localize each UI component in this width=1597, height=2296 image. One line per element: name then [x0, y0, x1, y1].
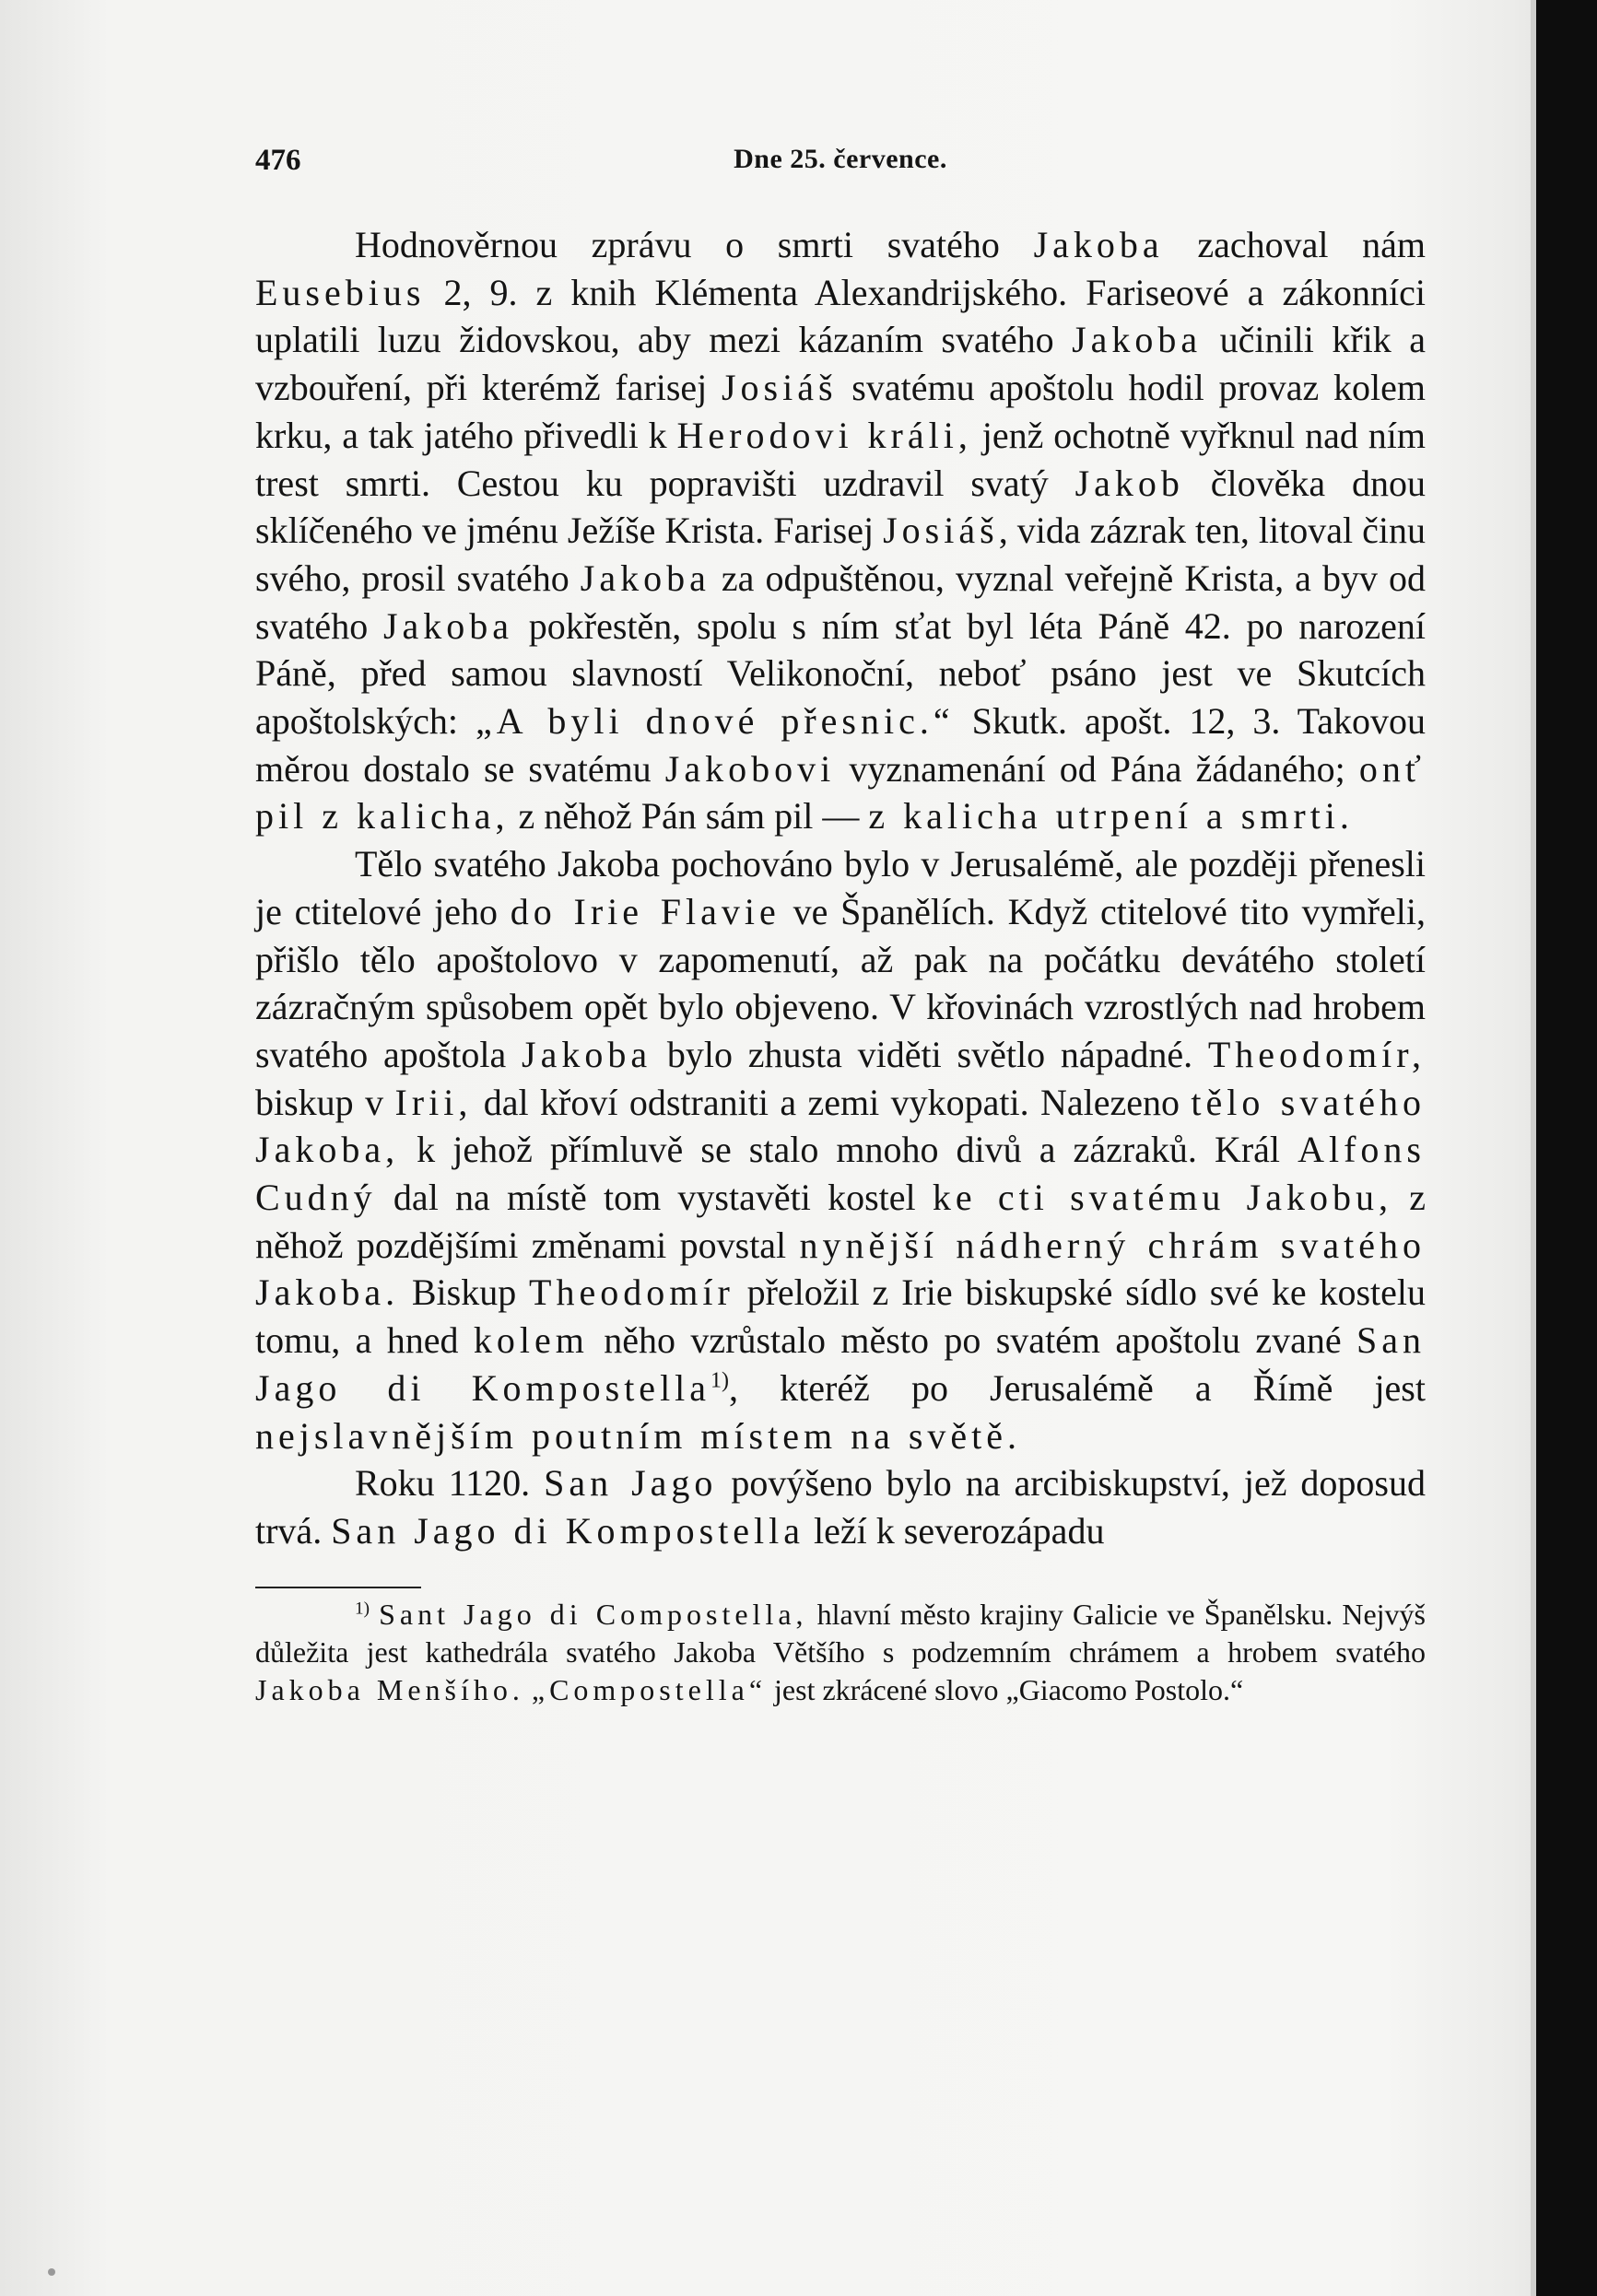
page-header: [255, 127, 1426, 182]
paragraph-1: Hodnověrnou zprávu o smrti svatého Jakoba zachoval nám Eusebius 2, 9. z knih Klémenta Alexandrijského. Fariseové a zákonníci uplatili luzu židovskou, aby mezi kázaním svatého Jakoba učinili křik a vzbouření, při kterémž farisej Josiáš svatému apoštolu hodil provaz kolem krku, a tak jatého přivedli k Herodovi králi, jenž ochotně vyřknul nad ním trest smrti. Cestou ku popravišti uzdravil svatý Jakob člověka dnou sklíčeného ve jménu Ježíše Krista. Farisej Josiáš, vida zázrak ten, litoval činu svého, prosil svatého Jakoba za odpuštěnou, vyznal veřejně Krista, a byv od svatého Jakoba pokřestěn, spolu s ním sťat byl léta Páně 42. po narození Páně, před samou slavností Velikonoční, neboť psáno jest ve Skutcích apoštolských: „A byli dnové přesnic.“ Skutk. apošt. 12, 3. Takovou měrou dostalo se svatému Jakobovi vyznamenání od Pána žádaného; onť pil z kalicha, z něhož Pán sám pil — z kalicha utrpení a smrti.: [255, 224, 1427, 838]
footnote-marker: 1): [710, 1368, 730, 1393]
paragraph-2: Tělo svatého Jakoba pochováno bylo v Jerusalémě, ale později přenesli je ctitelové jeho do Irie Flavie ve Španělích. Když ctitelové tito vymřeli, přišlo tělo apoštolovo v zapomenutí, až pak na počátku devátého století zázračným spůsobem opět bylo objeveno. V křovinách vzrostlých nad hrobem svatého apoštola Jakoba bylo zhusta viděti světlo nápadné. Theodomír, biskup v Irii, dal křoví odstraniti a zemi vykopati. Nalezeno tělo svatého Jakoba, k jehož přímluvě se stalo mnoho divů a zázraků. Král Alfons Cudný dal na místě tom vystavěti kostel ke cti svatému Jakobu, z něhož pozdějšími změnami povstal nynější nádherný chrám svatého Jakoba. Biskup Theodomír přeložil z Irie biskupské sídlo své ke kostelu tomu, a hned kolem něho vzrůstalo město po svatém apoštolu zvané San Jago di Kompostella$^{1)}$, kteréž po Jerusalémě a Římě jest nejslavnějším poutním místem na světě.: [255, 843, 1427, 1457]
footnote-separator: [255, 1587, 421, 1588]
running-title: Dne 25. července.: [734, 144, 947, 174]
footnotes: [255, 1596, 1426, 1709]
scan-speck: [48, 2268, 55, 2276]
paragraph-3: Roku 1120. San Jago povýšeno bylo na arcibiskupství, jež doposud trvá. San Jago di Kompostella leží k severozápadu: [255, 1462, 1426, 1552]
main-text: [255, 221, 1426, 1555]
page-number: 476: [255, 144, 301, 177]
scan-border: [1536, 0, 1597, 2296]
book-page: [255, 127, 1426, 1709]
footnote-1: $^{1)}$ Sant Jago di Compostella, hlavní město krajiny Galicie ve Španělsku. Nejvýš důležita jest kathedrála svatého Jakoba Většího s podzemním chrámem a hrobem svatého Jakoba Menšího. „Compostella“ jest zkrácené slovo „Giacomo Postolo.“: [255, 1597, 1427, 1706]
